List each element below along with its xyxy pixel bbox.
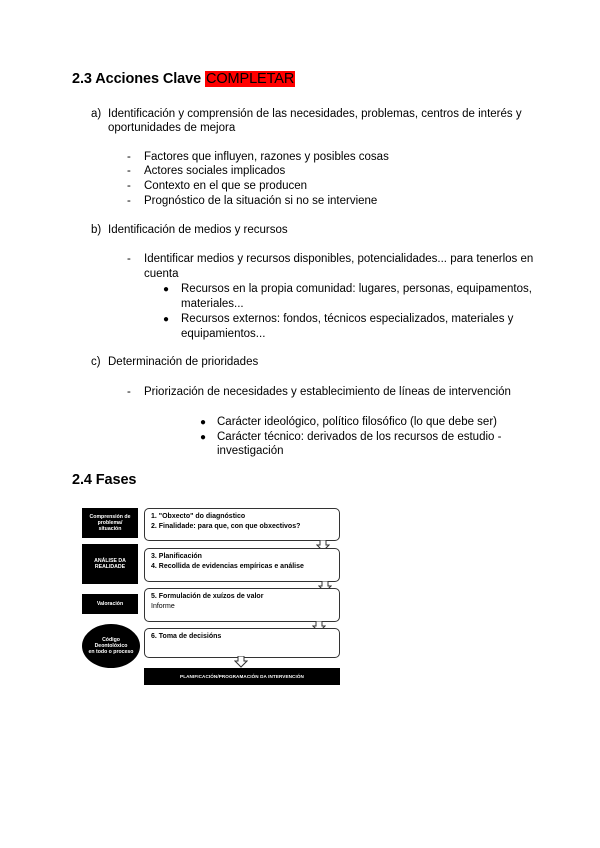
list-item: Actores sociales implicados — [144, 165, 286, 177]
left-box-line: Comprensión de — [89, 514, 131, 520]
list-marker-c: c) — [91, 356, 101, 368]
bullet-c2-line-2: investigación — [217, 445, 284, 457]
dash-marker: - — [127, 195, 131, 207]
step-line: 2. Finalidade: para que, con que obxectivos? — [151, 523, 301, 530]
section-heading-2-3 — [72, 72, 295, 87]
left-box-codigo — [82, 624, 140, 668]
step-line: 3. Planificación — [151, 553, 202, 560]
dash-marker: - — [127, 180, 131, 192]
list-item: Factores que influyen, razones y posibles cosas — [144, 151, 389, 163]
bullet-icon: ● — [163, 284, 170, 295]
step-line: 6. Toma de decisións — [151, 633, 222, 640]
item-b-sub-line-1: Identificar medios y recursos disponibles, potencialidades... para tenerlos en — [144, 253, 534, 265]
left-box-line: Valoración — [96, 601, 124, 607]
left-box-line: Deontolóxico — [94, 643, 128, 649]
left-box-comprension — [82, 508, 138, 538]
bullet-c2-line-1: Carácter técnico: derivados de los recursos de estudio - — [217, 431, 502, 443]
bottom-bar: PLANIFICACIÓN/PROGRAMACIÓN DA INTERVENCIÓN — [144, 668, 340, 685]
dash-marker: - — [127, 151, 131, 163]
item-c-sub-line-1: Priorización de necesidades y establecimiento de líneas de intervención — [144, 386, 511, 398]
item-b-sub-line-2: cuenta — [144, 268, 179, 280]
step-box-1 — [144, 508, 340, 541]
step-line: Informe — [151, 603, 175, 610]
item-c-line-1: Determinación de prioridades — [108, 356, 259, 368]
highlight-completar: COMPLETAR — [205, 71, 295, 87]
bullet-icon: ● — [200, 432, 207, 443]
step-box-4 — [144, 628, 340, 658]
item-a-line-2: oportunidades de mejora — [108, 122, 236, 134]
list-marker-b: b) — [91, 224, 102, 236]
bullet-icon: ● — [200, 417, 207, 428]
phases-diagram — [82, 508, 344, 686]
list-item: Contexto en el que se producen — [144, 180, 308, 192]
section-heading-2-4 — [72, 473, 136, 488]
step-box-3 — [144, 588, 340, 622]
bullet-c1-line-1: Carácter ideológico, político filosófico (lo que debe ser) — [217, 416, 497, 428]
bullet-b1-line-2: materiales... — [181, 298, 244, 310]
arrow-down-icon — [234, 656, 248, 668]
left-box-line: Código — [102, 637, 120, 643]
dash-marker: - — [127, 165, 131, 177]
bullet-b2-line-2: equipamientos... — [181, 328, 266, 340]
step-line: 4. Recollida de evidencias empíricas e análise — [151, 563, 304, 570]
left-box-line: situación — [98, 526, 122, 532]
bullet-icon: ● — [163, 314, 170, 325]
item-a-line-1: Identificación y comprensión de las necesidades, problemas, centros de interés y — [108, 108, 522, 120]
step-line: 1. "Obxecto" do diagnóstico — [151, 513, 246, 520]
left-box-line: en todo o proceso — [88, 649, 134, 655]
dash-marker: - — [127, 253, 131, 265]
list-item: Prognóstico de la situación si no se interviene — [144, 195, 378, 207]
section-title: 2.4 Fases — [72, 472, 137, 488]
left-box-line: problema/ — [97, 520, 123, 526]
left-box-valoracion — [82, 594, 138, 614]
left-box-line: REALIDADE — [94, 564, 126, 570]
list-marker-a: a) — [91, 108, 102, 120]
bullet-b1-line-1: Recursos en la propia comunidad: lugares, personas, equipamentos, — [181, 283, 532, 295]
bullet-b2-line-1: Recursos externos: fondos, técnicos especializados, materiales y — [181, 313, 514, 325]
left-box-analise — [82, 544, 138, 584]
item-b-line-1: Identificación de medios y recursos — [108, 224, 288, 236]
left-box-line: ANÁLISE DA — [94, 558, 126, 564]
step-box-2 — [144, 548, 340, 582]
step-line: 5. Formulación de xuízos de valor — [151, 593, 264, 600]
section-title: 2.3 Acciones Clave — [72, 71, 202, 87]
dash-marker: - — [127, 386, 131, 398]
